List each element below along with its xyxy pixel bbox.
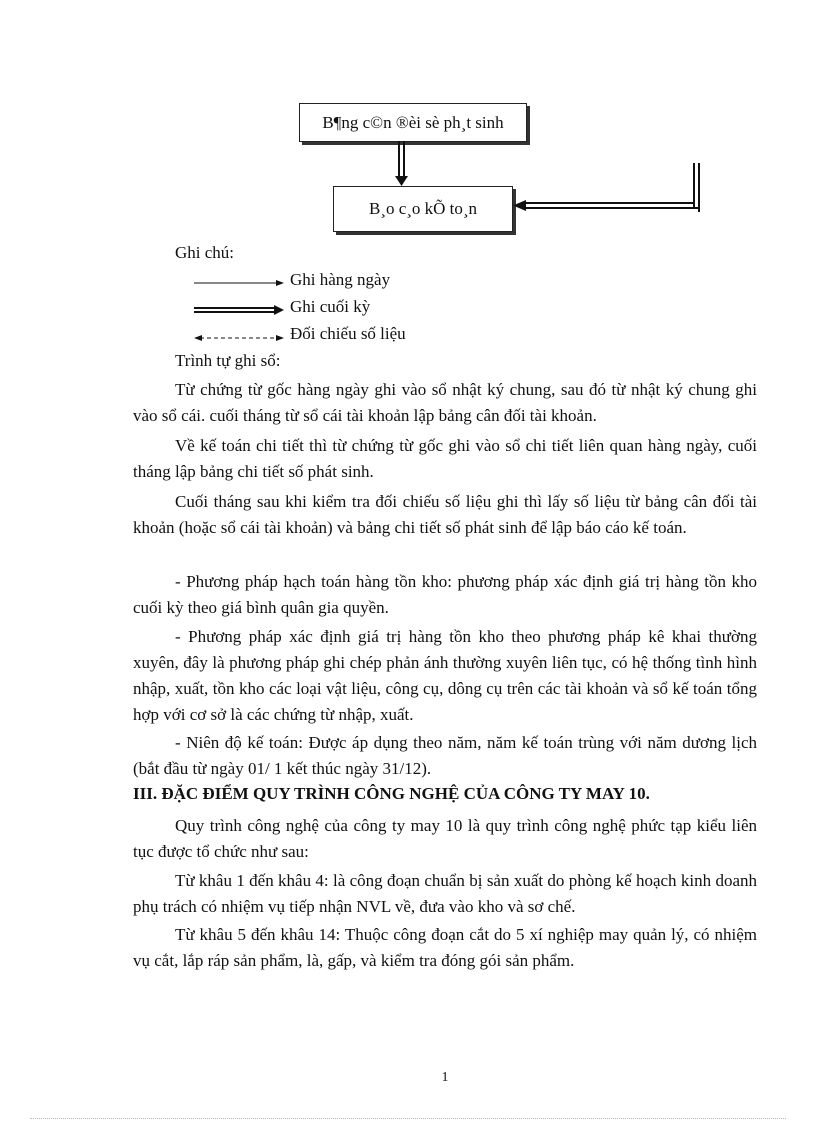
diagram-box-financial-report: B¸o c¸o kÕ to¸n — [333, 186, 513, 232]
paragraph-6: - Niên độ kế toán: Được áp dụng theo năm, năm kế toán trùng với năm dương lịch (bắt đầu từ ngày 01/ 1 kết thúc ngày 31/12). — [133, 733, 757, 778]
legend-reconcile-label: Đối chiếu số liệu — [290, 324, 406, 343]
legend-double-arrow-icon — [192, 302, 287, 318]
double-arrow-down-icon — [395, 141, 408, 186]
section-heading: III. ĐẶC ĐIỂM QUY TRÌNH CÔNG NGHỆ CỦA CÔNG TY MAY 10. — [133, 784, 650, 803]
paragraph-1: Từ chứng từ gốc hàng ngày ghi vào sổ nhật ký chung, sau đó từ nhật ký chung ghi vào sổ cái. cuối tháng từ sổ cái tài khoản lập bảng cân đối tài khoản. — [133, 380, 757, 425]
paragraph-4: - Phương pháp hạch toán hàng tồn kho: phương pháp xác định giá trị hàng tồn kho cuối kỳ theo giá bình quân gia quyền. — [133, 572, 757, 617]
section-intro: Trình tự ghi sổ: — [175, 351, 281, 370]
diagram-box-trial-balance: B¶ng c©n ®èi sè ph¸t sinh — [299, 103, 527, 142]
double-arrow-left-icon — [513, 163, 699, 212]
paragraph-3: Cuối tháng sau khi kiểm tra đối chiếu số liệu ghi thì lấy số liệu từ bảng cân đối tài khoản (hoặc sổ cái tài khoản) và bảng chi tiết số phát sinh để lập báo cáo kế toán. — [133, 492, 757, 537]
paragraph-7: Quy trình công nghệ của công ty may 10 là quy trình công nghệ phức tạp kiểu liên tục được tổ chức như sau: — [133, 816, 757, 861]
paragraph-5: - Phương pháp xác định giá trị hàng tồn kho theo phương pháp kê khai thường xuyên, đây là phương pháp ghi chép phản ánh thường xuyên liên tục, có hệ thống tình hình nhập, xuất, tồn kho các loại vật liệu, công cụ, dông cụ trên các tài khoản và sổ kế toán tổng hợp với cơ sở là các chứng từ nhập, xuất. — [133, 627, 757, 724]
paragraph-8: Từ khâu 1 đến khâu 4: là công đoạn chuẩn bị sản xuất do phòng kế hoạch kinh doanh phụ trách có nhiệm vụ tiếp nhận NVL về, đưa vào kho và sơ chế. — [133, 871, 757, 916]
paragraph-2: Về kế toán chi tiết thì từ chứng từ gốc ghi vào sổ chi tiết liên quan hàng ngày, cuối tháng lập bảng chi tiết số phát sinh. — [133, 436, 757, 481]
legend-daily-label: Ghi hàng ngày — [290, 270, 391, 289]
legend-dashed-arrow-icon — [192, 331, 287, 345]
paragraph-9: Từ khâu 5 đến khâu 14: Thuộc công đoạn cắt do 5 xí nghiệp may quản lý, có nhiệm vụ cắt, lắp ráp sản phẩm, là, gấp, và kiểm tra đóng gói sản phẩm. — [133, 925, 757, 970]
legend-title: Ghi chú: — [175, 243, 235, 262]
footer-divider — [30, 1118, 786, 1119]
diagram-arrows — [0, 0, 816, 260]
legend-single-arrow-icon — [192, 276, 287, 290]
page-number: 1 — [441, 1070, 449, 1085]
legend-period-end-label: Ghi cuối kỳ — [290, 297, 371, 316]
